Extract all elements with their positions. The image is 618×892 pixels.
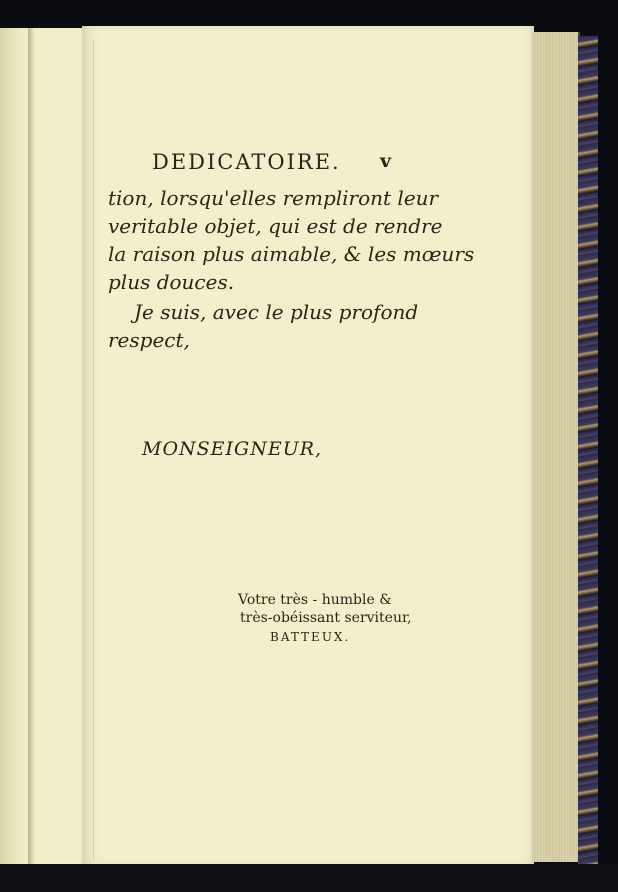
signature-line: Votre très - humble & [238,592,392,608]
body-line: plus douces. [108,270,235,294]
page-number: v [380,150,392,172]
closing-line: Je suis, avec le plus profond [134,300,419,324]
salutation: MONSEIGNEUR, [142,438,323,460]
closing-line: respect, [108,328,190,352]
body-line: la raison plus aimable, & les mœurs [108,242,475,266]
signature-line: très-obéissant serviteur, [240,610,412,626]
signature-name: BATTEUX. [270,630,351,644]
running-header-title: DEDICATOIRE. [152,150,341,174]
body-line: veritable objet, qui est de rendre [108,214,443,238]
body-line: tion, lorsqu'elles rempliront leur [108,186,439,210]
